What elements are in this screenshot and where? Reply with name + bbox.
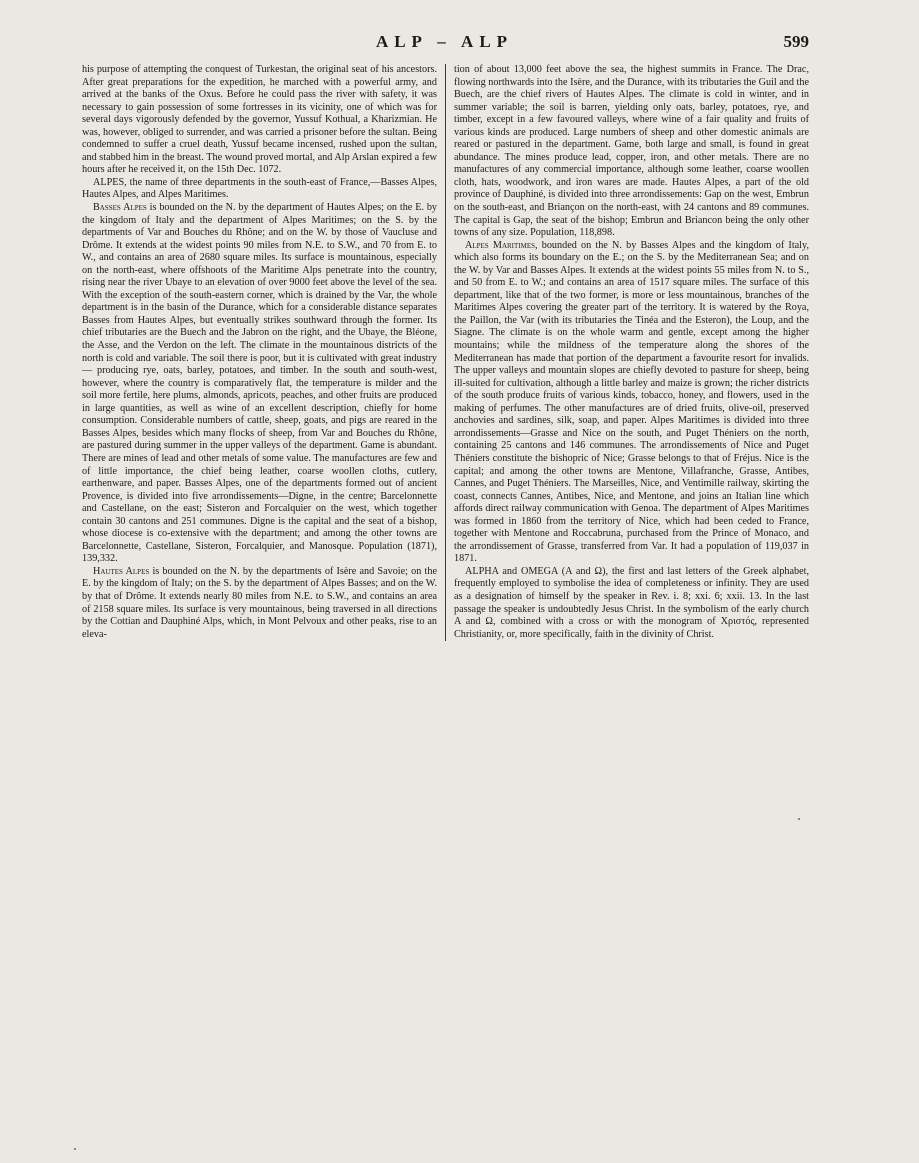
header-title: ALP – ALP: [375, 32, 514, 51]
right-column: [445, 64, 809, 641]
paragraph: ALPHA and OMEGA (A and Ω), the first and last letters of the Greek alphabet, frequently employed to symbolise the idea of completeness or infinity. They are used as a designation of himself by the speaker in Rev. i. 8; xxi. 6; xxii. 13. In the last passage the speaker is undoubtedly Jesus Christ. In the symbolism of the early church A and Ω, combined with a cross or with the monogram of Χριστός, represented Christianity, or, more specifically, faith in the divinity of Christ.: [454, 565, 809, 640]
paragraph: Hautes Alpes is bounded on the N. by the departments of Isère and Savoie; on the E. by the kingdom of Italy; on the S. by the department of Alpes Basses; and on the W. by that of Drôme. It extends nearly 80 miles from N.E. to S.W., and contains an area of 2158 square miles. Its surface is very mountainous, being traversed in all directions by the Cottian and Dauphiné Alps, which, in Mont Pelvoux and other peaks, rise to an eleva-: [82, 565, 437, 640]
paragraph: Alpes Maritimes, bounded on the N. by Basses Alpes and the kingdom of Italy, which also forms its boundary on the E.; on the S. by the Mediterranean Sea; and on the W. by Var and Basses Alpes. It extends at the widest points 55 miles from N. to S., and 50 from E. to W.; and contains an area of 1517 square miles. The surface of this department, like that of the two former, is more or less mountainous, branches of the Maritimes Alpes covering the greater part of the territory. It is watered by the Roya, the Paillon, the Var (with its tributaries the Tinéa and the Esteron), the Loup, and the Siagne. The climate is on the whole warm and gentle, except among the higher mountains; while the mildness of the temperature along the shores of the Mediterranean has made that portion of the department a favourite resort for invalids. The upper valleys and mountain slopes are chiefly devoted to pasture for sheep, being ill-suited for cultivation, although a little barley and maize is grown; the richer districts of the south produce fruits of various kinds, tobacco, honey, and flowers, used in the making of perfumes. The other manufactures are of dried fruits, olive-oil, preserved anchovies and sardines, silk, soap, and paper. Alpes Maritimes is divided into three arrondissements—Grasse and Nice on the south, and Puget Théniers on the north, containing 25 cantons and 146 communes. The arrondissements of Nice and Puget Théniers constitute the bishopric of Nice; Grasse belongs to that of Fréjus. Nice is the capital; and among the other towns are Mentone, Villafranche, Grasse, Antibes, Cannes, and Puget Théniers. The Marseilles, Nice, and Ventimille railway, skirting the coast, connects Cannes, Antibes, Nice, and Mentone, and joins an Italian line which affords direct railway communication with Genoa. The department of Alpes Maritimes was formed in 1860 from the territory of Nice, which had been ceded to France, together with Mentone and Roccabruna, purchased from the Prince of Monaco, and the arrondissement of Grasse, transferred from Var. It had a population of 119,037 in 1871.: [454, 239, 809, 565]
paragraph: tion of about 13,000 feet above the sea, the highest summits in France. The Drac, flowing northwards into the Isère, and the Durance, with its tributaries the Guil and the Buech, are the chief rivers of Hautes Alpes. The climate is cold in winter, and in summer variable; the soil is barren, yielding only oats, barley, potatoes, rye, and timber, except in a few favoured valleys, where wine of a fair quality and fruits of various kinds are produced. Large numbers of sheep and other domestic animals are reared or pastured in the department. Game, both large and small, is found in great abundance. The mines produce lead, copper, iron, and other metals. There are no manufactures of any commercial importance, although some leather, coarse woollen cloth, hats, woodwork, and iron wares are made. Hautes Alpes, a part of the old province of Dauphiné, is divided into three arrondissements: Gap on the west, Embrun on the south-east, and Briançon on the north-east, with 24 cantons and 89 communes. The capital is Gap, the seat of the bishop; Embrun and Briancon being the only other towns of any size. Population, 118,898.: [454, 64, 809, 239]
entry-lead: Basses Alpes: [93, 202, 147, 214]
running-header: [80, 32, 809, 56]
left-column: [82, 64, 445, 641]
paper-speck: [74, 1148, 76, 1150]
paragraph: ALPES, the name of three departments in the south-east of France,—Basses Alpes, Hautes Alpes, and Alpes Maritimes.: [82, 176, 437, 201]
paragraph: Basses Alpes is bounded on the N. by the department of Hautes Alpes; on the E. by the kingdom of Italy and the department of Alpes Maritimes; on the S. by the departments of Var and Bouches du Rhône; and on the W. by those of Vaucluse and Drôme. It extends at the widest points 90 miles from N.E. to S.W., and 70 from E. to W., and contains an area of 2680 square miles. Its surface is mountainous, especially on the north-east, where offshoots of the Maritime Alps penetrate into the country, rising near the river Ubaye to an elevation of over 9000 feet above the level of the sea. With the exception of the south-eastern corner, which is drained by the Var, the whole department is in the basin of the Durance, which for a considerable distance separates Basses from Hautes Alpes, but eventually strikes southward through the former. Its chief tributaries are the Buech and the Jabron on the right, and the Ubaye, the Bléone, the Asse, and the Verdon on the left. The climate in the mountainous districts of the north is cold and variable. The soil there is poor, but it is cultivated with great industry — producing rye, oats, barley, potatoes, and timber. In the south and south-west, however, where the country is comparatively flat, the temperature is milder and the soil more fertile, here plums, almonds, apricots, peaches, and other fruits are produced in large quantities, as well as wine of an excellent description, chiefly for home consumption. Considerable numbers of cattle, sheep, goats, and pigs are reared in the Basses Alpes, besides which many flocks of sheep, from Var and Bouches du Rhône, are pastured during summer in the upper valleys of the department. Game is abundant. There are mines of lead and other metals of some value. The manufactures are few and of little importance, the chief being leather, coarse woollen cloths, cutlery, earthenware, and paper. Basses Alpes, one of the departments formed out of ancient Provence, is divided into five arrondissements—Digne, in the centre; Barcelonnette and Castellane, on the east; Sisteron and Forcalquier on the west, which together contain 30 cantons and 251 communes. Digne is the capital and the seat of a bishop, whose diocese is co-extensive with the department; and among the other towns are Barcelonnette, Castellane, Sisteron, Forcalquier, and Manosque. Population (1871), 139,332.: [82, 202, 438, 565]
page-number: 599: [783, 32, 809, 51]
paper-speck: [798, 818, 800, 820]
paragraph: his purpose of attempting the conquest of Turkestan, the original seat of his ancestors. After great preparations for the expedition, he marched with a powerful army, and arrived at the banks of the Oxus. Before he could pass the river with safety, it was necessary to gain possession of some fortresses in its vicinity, one of which was for several days vigorously defended by the governor, Yussuf Kothual, a Kharizmian. He was, however, obliged to surrender, and was carried a prisoner before the sultan. Being condemned to suffer a cruel death, Yussuf became incensed, rushed upon the sultan, and stabbed him in the breast. The wound proved mortal, and Alp Arslan expired a few hours after he received it, on the 15th Dec. 1072.: [82, 64, 437, 176]
entry-lead: Hautes Alpes: [93, 565, 150, 577]
text-columns: [82, 64, 812, 641]
entry-lead: Alpes Maritimes: [465, 239, 535, 251]
